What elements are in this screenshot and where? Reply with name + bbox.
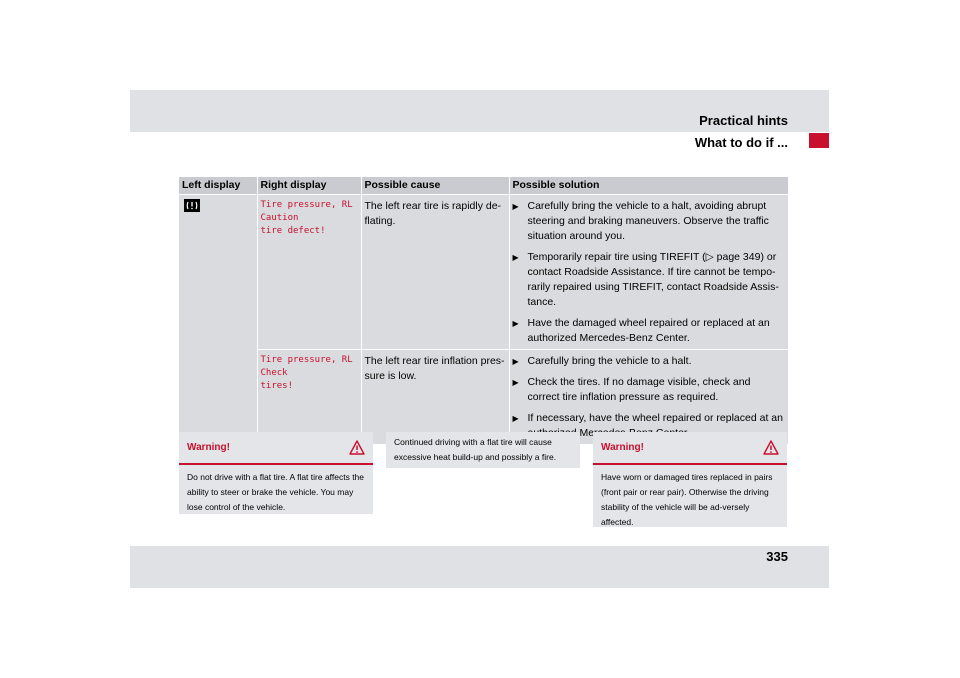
warning-box-flat-tire: [179, 432, 373, 514]
warning-body: Have worn or damaged tires replaced in pairs (front pair or rear pair). Otherwise the driving stability of the vehicle will be ad-versely affected.: [601, 472, 773, 527]
solution-item: [513, 250, 786, 310]
fault-table: [179, 177, 788, 445]
col-header-possible-cause: Possible cause: [361, 177, 509, 195]
triangle-bullet-icon: ▶: [512, 378, 519, 387]
solution-text: If necessary, have the wheel repaired or replaced at an: [527, 412, 783, 424]
solution-text: Carefully bring the vehicle to a halt, avoiding abrupt steering and braking maneuvers. Observe the traffic situation around you.: [527, 200, 769, 242]
display-message-line: tires!: [260, 381, 294, 391]
left-display-cell: [179, 195, 257, 445]
triangle-bullet-icon: ▶: [512, 414, 519, 423]
warning-triangle-icon: [763, 440, 779, 455]
display-message-line: Tire pressure, RL: [260, 200, 353, 210]
page-number: 335: [766, 549, 788, 564]
warning-header: [593, 432, 787, 465]
warning-title: Warning!: [187, 442, 230, 453]
warning-title: Warning!: [601, 442, 644, 453]
solution-item: [513, 199, 786, 244]
solution-text: Carefully bring the vehicle to a halt.: [527, 355, 692, 367]
display-message-line: Tire pressure, RL: [260, 355, 353, 365]
solution-text: Check the tires. If no damage visible, check and correct tire inflation pressure as required.: [527, 376, 751, 403]
solution-item: [513, 316, 786, 346]
note-box-heat-buildup: Continued driving with a flat tire will cause excessive heat build-up and possibly a fire.: [386, 432, 580, 468]
warning-body: Do not drive with a flat tire. A flat tire affects the ability to steer or brake the vehicle. You may lose control of the vehicle.: [187, 472, 365, 512]
display-message-line: tire defect!: [260, 226, 326, 236]
solution-item: [513, 354, 786, 369]
warning-box-worn-tires: [593, 432, 787, 527]
table-row: [179, 350, 788, 445]
right-display-cell: [257, 195, 361, 350]
footer-band: [130, 546, 829, 588]
solution-text: Temporarily repair tire using TIREFIT (▷ page 349) or contact Roadside Assistance. If tire cannot be tempo-rarily repaired using TIREFIT, contact Roadside Assis-tance.: [527, 251, 779, 308]
triangle-bullet-icon: ▶: [512, 357, 519, 366]
warning-triangle-icon: [349, 440, 365, 455]
possible-cause-cell: The left rear tire inflation pres-sure is low.: [361, 350, 509, 445]
warning-header: [179, 432, 373, 465]
solution-text: Have the damaged wheel repaired or replaced at an authorized Mercedes-Benz Center.: [527, 317, 770, 344]
triangle-bullet-icon: ▶: [512, 319, 519, 328]
col-header-left-display: Left display: [179, 177, 257, 195]
col-header-possible-solution: Possible solution: [509, 177, 788, 195]
section-title: Practical hints: [699, 113, 788, 128]
subsection-title: What to do if ...: [694, 135, 788, 150]
solution-item: [513, 375, 786, 405]
col-header-right-display: Right display: [257, 177, 361, 195]
table-header-row: [179, 177, 788, 195]
table-row: [179, 195, 788, 350]
triangle-bullet-icon: ▶: [512, 202, 519, 211]
display-message-line: Check: [260, 368, 288, 378]
right-display-cell: [257, 350, 361, 445]
section-tab-marker: [809, 133, 829, 148]
possible-solution-cell: [509, 350, 788, 445]
tire-pressure-warning-icon: [184, 199, 200, 212]
possible-cause-cell: The left rear tire is rapidly de-flating.: [361, 195, 509, 350]
triangle-bullet-icon: ▶: [512, 253, 519, 262]
possible-solution-cell: [509, 195, 788, 350]
display-message-line: Caution: [260, 213, 299, 223]
